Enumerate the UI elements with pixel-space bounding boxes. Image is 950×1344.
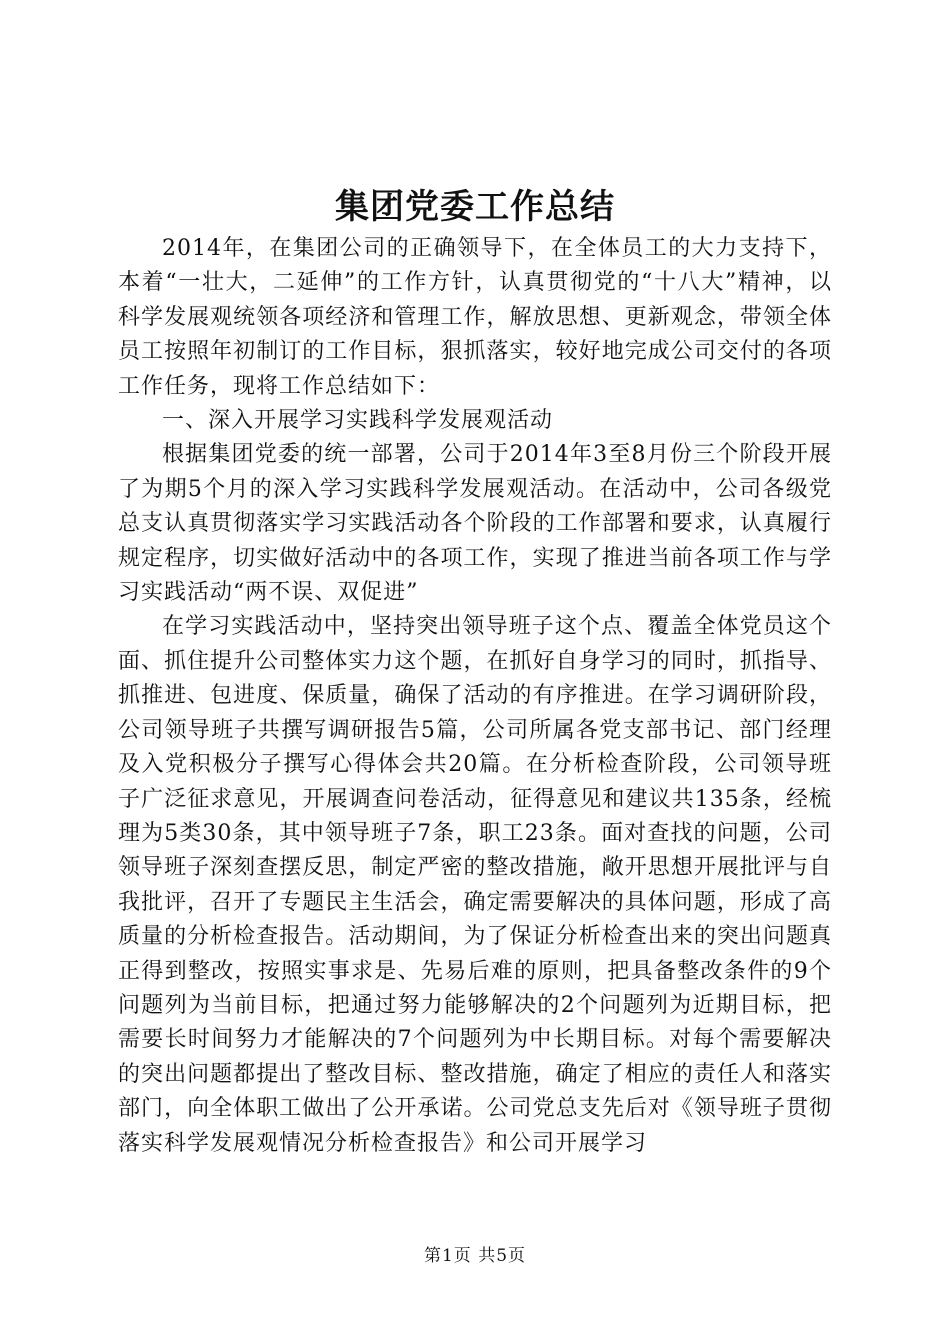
document-title: 集团党委工作总结 [335,187,615,227]
page-number-footer: 第1页 共5页 [423,1246,527,1266]
document-body [118,232,832,1161]
body-paragraph: 根据集团党委的统一部署，公司于2014年3至8月份三个阶段开展了为期5个月的深入学习实践科学发展观活动。在活动中，公司各级党总支认真贯彻落实学习实践活动各个阶段的工作部署和要求，认真履行规定程序，切实做好活动中的各项工作，实现了推进当前各项工作与学习实践活动“两不误、双促进” [118,442,832,606]
intro-paragraph: 2014年，在集团公司的正确领导下，在全体员工的大力支持下，本着“一壮大，二延伸”的工作方针，认真贯彻党的“十八大”精神，以科学发展观统领各项经济和管理工作，解放思想、更新观念，带领全体员工按照年初制订的工作目标，狠抓落实，较好地完成公司交付的各项工作任务，现将工作总结如下： [118,236,832,399]
body-paragraph: 在学习实践活动中，坚持突出领导班子这个点、覆盖全体党员这个面、抓住提升公司整体实力这个题，在抓好自身学习的同时，抓指导、抓推进、包进度、保质量，确保了活动的有序推进。在学习调研阶段，公司领导班子共撰写调研报告5篇，公司所属各党支部书记、部门经理及入党积极分子撰写心得体会共20篇。在分析检查阶段，公司领导班子广泛征求意见，开展调查问卷活动，征得意见和建议共135条，经梳理为5类30条，其中领导班子7条，职工23条。面对查找的问题，公司领导班子深刻查摆反思，制定严密的整改措施，敞开思想开展批评与自我批评，召开了专题民主生活会，确定需要解决的具体问题，形成了高质量的分析检查报告。活动期间，为了保证分析检查出来的突出问题真正得到整改，按照实事求是、先易后难的原则，把具备整改条件的9个问题列为当前目标，把通过努力能够解决的2个问题列为近期目标，把需要长时间努力才能解决的7个问题列为中长期目标。对每个需要解决的突出问题都提出了整改目标、整改措施，确定了相应的责任人和落实部门，向全体职工做出了公开承诺。公司党总支先后对《领导班子贯彻落实科学发展观情况分析检查报告》和公司开展学习 [118,614,832,1156]
section-heading: 一、深入开展学习实践科学发展观活动 [162,408,554,434]
